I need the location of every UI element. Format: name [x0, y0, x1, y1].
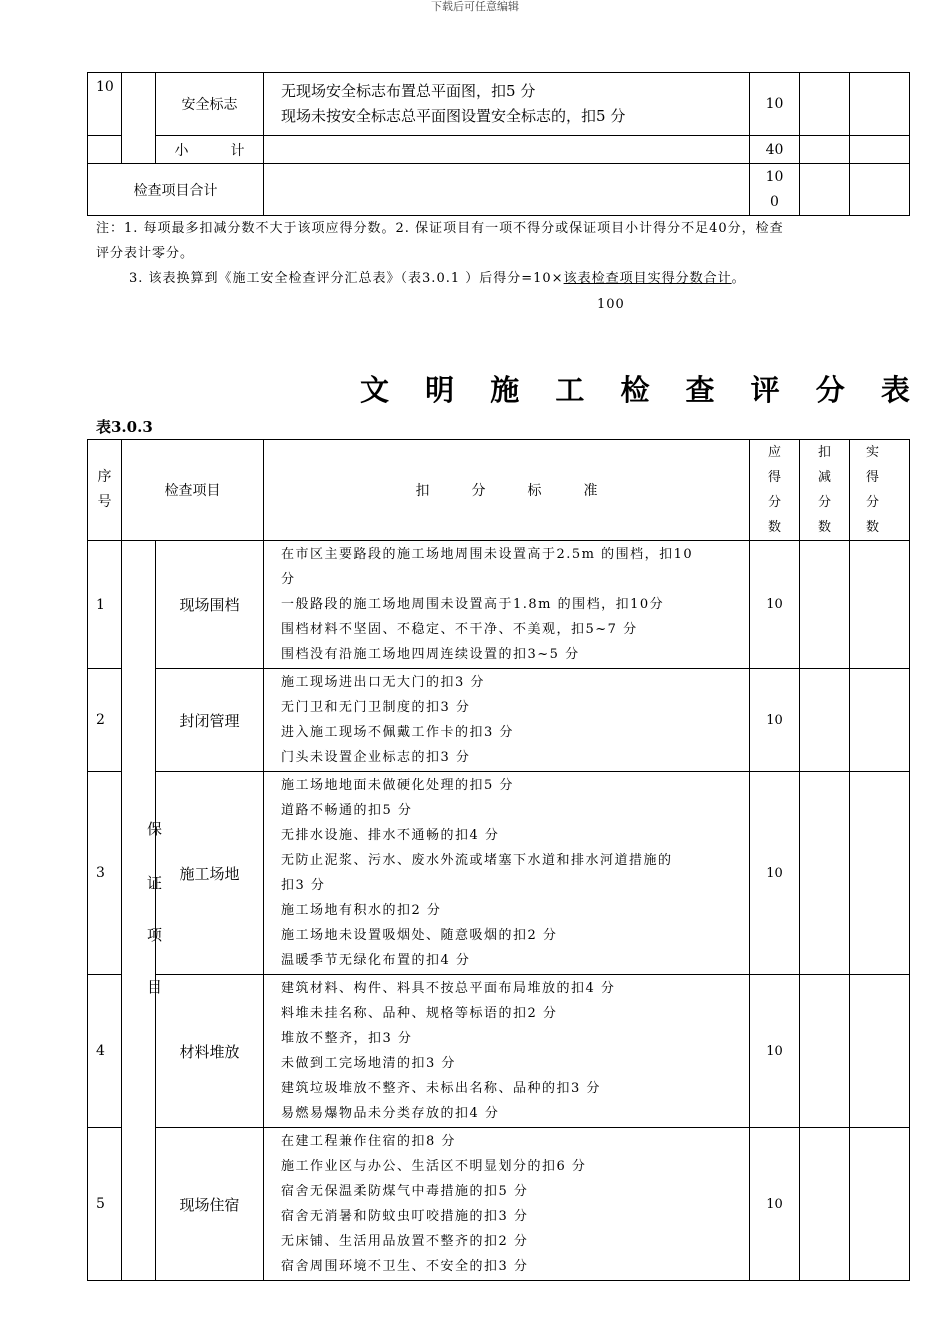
header-char: 得: [767, 470, 781, 485]
header-char: 应: [767, 445, 781, 460]
criteria-line: 在建工程兼作住宿的扣8 分: [281, 1134, 456, 1149]
total-score-line-1: 10: [765, 168, 784, 185]
header-deduct-score: [800, 440, 850, 541]
empty-cell: [800, 164, 850, 216]
row-number: 5: [88, 1128, 122, 1281]
page-title: [360, 368, 910, 409]
note-line-1: 注：1. 每项最多扣减分数不大于该项应得分数。2. 保证项目有一项不得分或保证项目小计得分不足40分，检查: [96, 221, 784, 236]
total-score-line-2: 0: [770, 193, 779, 210]
due-score: 10: [750, 73, 800, 136]
criteria-cell: [264, 541, 750, 669]
due-score: 10: [750, 772, 800, 975]
criteria-line: 无防止泥浆、污水、废水外流或堵塞下水道和排水河道措施的: [281, 853, 673, 868]
criteria-line: 进入施工现场不佩戴工作卡的扣3 分: [281, 725, 514, 740]
actual-score: [850, 541, 910, 669]
item-name: 材料堆放: [156, 975, 264, 1128]
deduct-score: [800, 975, 850, 1128]
item-name: 现场围档: [156, 541, 264, 669]
criteria-line: 无排水设施、排水不通畅的扣4 分: [281, 828, 500, 843]
note-line-3-prefix: 3. 该表换算到《施工安全检查评分汇总表》（表3.0.1 ）后得分=10×: [129, 271, 564, 286]
empty-cell: [88, 136, 122, 164]
deduct-score: [800, 772, 850, 975]
criteria-line: 一般路段的施工场地周围未设置高于1.8m 的围档，扣10分: [281, 597, 665, 612]
empty-criteria: [264, 136, 750, 164]
criteria-line: 施工作业区与办公、生活区不明显划分的扣6 分: [281, 1159, 587, 1174]
title-char: 文: [360, 373, 390, 407]
criteria-line: 无床铺、生活用品放置不整齐的扣2 分: [281, 1234, 529, 1249]
header-char: 分: [767, 495, 781, 510]
criteria-line: 施工场地有积水的扣2 分: [281, 903, 442, 918]
actual-score: [850, 669, 910, 772]
table-row: [88, 669, 910, 772]
criteria-line: 道路不畅通的扣5 分: [281, 803, 413, 818]
empty-cell: [850, 136, 910, 164]
actual-score: [850, 772, 910, 975]
table-row: [88, 772, 910, 975]
header-seq-1: 序: [97, 469, 112, 485]
group-label: [147, 817, 162, 999]
due-score: 10: [750, 975, 800, 1128]
header-criteria-char: 准: [583, 483, 598, 499]
due-score: 10: [750, 541, 800, 669]
criteria-line: 宿舍无保温柔防煤气中毒措施的扣5 分: [281, 1184, 529, 1199]
header-seq-2: 号: [97, 494, 112, 510]
criteria-line: 现场未按安全标志总平面图设置安全标志的，扣5 分: [281, 107, 626, 125]
table-row: [88, 1128, 910, 1281]
deduct-score: [800, 669, 850, 772]
title-char: 施: [490, 373, 520, 407]
title-char: 分: [815, 373, 845, 407]
group-cell: [122, 541, 163, 1281]
header-char: 分: [817, 495, 831, 510]
criteria-cell: [264, 73, 750, 136]
subtotal-score: 40: [750, 136, 800, 164]
empty-cell: [800, 136, 850, 164]
criteria-line: 温暖季节无绿化布置的扣4 分: [281, 953, 471, 968]
header-seq: [88, 440, 122, 541]
actual-score: [850, 73, 910, 136]
table-number: 表3.0.3: [96, 418, 153, 436]
header-char: 实: [866, 445, 880, 460]
title-char: 评: [750, 373, 780, 407]
criteria-line: 扣3 分: [281, 878, 326, 893]
empty-criteria: [264, 164, 750, 216]
title-char: 查: [685, 373, 715, 407]
criteria-line: 分: [281, 572, 296, 587]
group-char: 项: [147, 926, 163, 944]
previous-table: [87, 72, 910, 216]
group-char: 证: [147, 874, 163, 892]
header-item: 检查项目: [122, 440, 264, 541]
criteria-cell: [264, 772, 750, 975]
due-score: 10: [750, 1128, 800, 1281]
note-line-3-suffix: 。: [731, 271, 746, 286]
header-char: 扣: [817, 445, 831, 460]
header-char: 分: [866, 495, 880, 510]
title-char: 工: [555, 373, 585, 407]
subtotal-label: [156, 136, 264, 164]
criteria-cell: [264, 1128, 750, 1281]
item-name: 施工场地: [156, 772, 264, 975]
note-line-3: [129, 266, 909, 291]
header-actual-score: [850, 440, 910, 541]
criteria-line: 建筑垃圾堆放不整齐、未标出名称、品种的扣3 分: [281, 1081, 601, 1096]
criteria-line: 施工场地未设置吸烟处、随意吸烟的扣2 分: [281, 928, 558, 943]
item-name: 现场住宿: [156, 1128, 264, 1281]
header-char: 数: [866, 520, 880, 535]
row-number: 10: [88, 73, 122, 136]
criteria-line: 宿舍无消暑和防蚊虫叮咬措施的扣3 分: [281, 1209, 529, 1224]
group-char: 目: [147, 978, 163, 996]
header-criteria-char: 扣: [415, 483, 430, 499]
subtotal-label-2: 计: [230, 142, 245, 159]
criteria-line: 宿舍周围环境不卫生、不安全的扣3 分: [281, 1259, 529, 1274]
criteria-cell: [264, 669, 750, 772]
deduct-score: [800, 73, 850, 136]
criteria-line: 施工现场进出口无大门的扣3 分: [281, 675, 485, 690]
criteria-line: 围档材料不坚固、不稳定、不干净、不美观，扣5~7 分: [281, 622, 638, 637]
total-score: [750, 164, 800, 216]
header-criteria-char: 标: [527, 483, 542, 499]
empty-cell: [850, 164, 910, 216]
criteria-line: 易燃易爆物品未分类存放的扣4 分: [281, 1106, 500, 1121]
criteria-line: 料堆未挂名称、品种、规格等标语的扣2 分: [281, 1006, 558, 1021]
header-due-score: [750, 440, 800, 541]
group-cell: [122, 73, 156, 164]
header-char: 减: [817, 470, 831, 485]
criteria-line: 未做到工完场地清的扣3 分: [281, 1056, 456, 1071]
subtotal-label-1: 小: [174, 142, 189, 159]
row-number: 4: [88, 975, 122, 1128]
total-label: 检查项目合计: [88, 164, 264, 216]
criteria-line: 在市区主要路段的施工场地周围未设置高于2.5m 的围档，扣10: [281, 547, 694, 562]
criteria-line: 无现场安全标志布置总平面图，扣5 分: [281, 82, 536, 100]
header-criteria-char: 分: [471, 483, 486, 499]
row-number: 2: [88, 669, 122, 772]
title-char: 明: [425, 373, 455, 407]
criteria-cell: [264, 975, 750, 1128]
actual-score: [850, 975, 910, 1128]
header-char: 得: [866, 470, 880, 485]
criteria-line: 建筑材料、构件、料具不按总平面布局堆放的扣4 分: [281, 981, 616, 996]
header-criteria: [264, 440, 750, 541]
item-safety-sign: 安全标志: [156, 73, 264, 136]
header-row: [88, 440, 910, 541]
title-char: 表: [880, 373, 910, 407]
due-score: 10: [750, 669, 800, 772]
actual-score: [850, 1128, 910, 1281]
criteria-line: 无门卫和无门卫制度的扣3 分: [281, 700, 471, 715]
criteria-line: 堆放不整齐，扣3 分: [281, 1031, 413, 1046]
criteria-line: 门头未设置企业标志的扣3 分: [281, 750, 471, 765]
item-name: 封闭管理: [156, 669, 264, 772]
table-row: [88, 975, 910, 1128]
deduct-score: [800, 1128, 850, 1281]
row-number: 1: [88, 541, 122, 669]
header-char: 数: [817, 520, 831, 535]
header-char: 数: [767, 520, 781, 535]
page-header: 下载后可任意编辑: [431, 0, 519, 13]
criteria-line: 围档没有沿施工场地四周连续设置的扣3~5 分: [281, 647, 580, 662]
deduct-score: [800, 541, 850, 669]
note-denominator: 100: [597, 297, 625, 312]
title-char: 检: [620, 373, 650, 407]
note-line-3-underlined: 该表检查项目实得分数合计: [563, 271, 732, 286]
criteria-line: 施工场地地面未做硬化处理的扣5 分: [281, 778, 514, 793]
scoring-table: [87, 439, 910, 1281]
note-line-2: 评分表计零分。: [96, 246, 195, 261]
group-char: 保: [147, 820, 163, 838]
row-number: 3: [88, 772, 122, 975]
table-row: [88, 541, 910, 669]
